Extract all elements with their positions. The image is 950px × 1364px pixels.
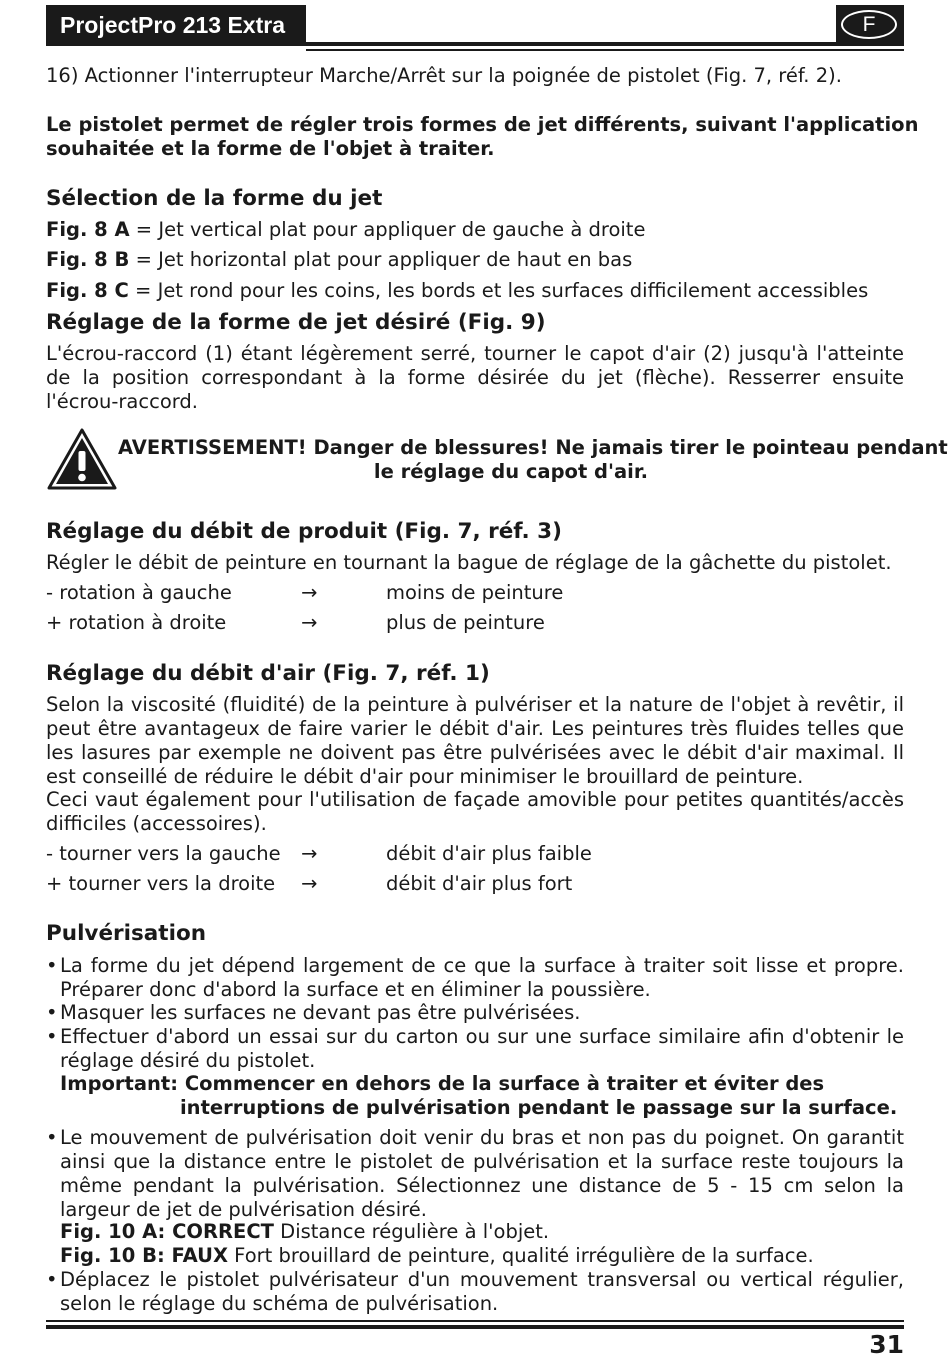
important-text: Commencer en dehors de la surface à traiter et éviter des <box>178 1072 825 1095</box>
fig10a-label: Fig. 10 A: CORRECT <box>60 1220 274 1243</box>
list-item <box>46 954 904 1002</box>
header-rule-thin <box>306 49 904 51</box>
section-heading-spraying: Pulvérisation <box>46 921 207 946</box>
header-rule <box>306 42 904 46</box>
selection-item <box>46 248 904 272</box>
fig10a-line <box>60 1220 904 1244</box>
arrow-right-icon: → <box>301 842 318 865</box>
fig10b-line <box>60 1244 904 1268</box>
step-16: 16) Actionner l'interrupteur Marche/Arrêt sur la poignée de pistolet (Fig. 7, réf. 2). <box>46 64 842 87</box>
list-item <box>46 1025 904 1073</box>
arrow-right-icon: → <box>301 872 318 895</box>
warning-triangle-icon <box>46 427 118 491</box>
important-note-line-1 <box>60 1072 904 1096</box>
bullet-text: La forme du jet dépend largement de ce que la surface à traiter soit lisse et propre. Préparer donc d'abord la surface et en éliminer la poussière. <box>60 954 904 1001</box>
language-badge <box>836 5 904 46</box>
bullet-icon: • <box>46 1268 58 1291</box>
important-label: Important: <box>60 1072 179 1095</box>
row-result: débit d'air plus faible <box>386 842 592 865</box>
page-header <box>46 5 904 49</box>
selection-item <box>46 218 904 242</box>
air-flow-body-1: Selon la viscosité (fluidité) de la peinture à pulvériser et la nature de l'objet à revêtir, il peut être avantageux de faire varier le débit d'air. Les peintures très fluides telles que les lasures par exemple ne doivent pas être pulvérisées avec le débit d'air maximal. Il est conseillé de réduire le débit d'air pour minimiser le brouillard de peinture. <box>46 693 904 788</box>
row-result: moins de peinture <box>386 581 564 604</box>
air-flow-body-2: Ceci vaut également pour l'utilisation de façade amovible pour petites quantités/accès difficiles (accessoires). <box>46 788 904 835</box>
selection-item <box>46 279 904 303</box>
footer-rule <box>46 1325 904 1329</box>
selection-text: = Jet vertical plat pour appliquer de gauche à droite <box>129 218 646 241</box>
paint-flow-row <box>46 611 904 635</box>
section-heading-paint-flow: Réglage du débit de produit (Fig. 7, réf. 3) <box>46 519 562 544</box>
row-result: débit d'air plus fort <box>386 872 573 895</box>
bullet-text: Le mouvement de pulvérisation doit venir du bras et non pas du poignet. On garantit ainsi que la distance entre le pistolet de pulvérisation et la surface reste toujours la même pendant la pulvérisation. Sélectionnez une distance de 5 - 15 cm selon la largeur de jet de pulvérisation désiré. <box>60 1126 904 1221</box>
row-result: plus de peinture <box>386 611 545 634</box>
fig-ref: Fig. 8 B <box>46 248 130 271</box>
selection-text: = Jet horizontal plat pour appliquer de haut en bas <box>129 248 633 271</box>
paint-flow-row <box>46 581 904 605</box>
fig10b-label: Fig. 10 B: FAUX <box>60 1244 228 1267</box>
product-title: ProjectPro 213 Extra <box>46 5 306 46</box>
list-item <box>46 1268 904 1316</box>
list-item <box>46 1001 904 1025</box>
fig10a-text: Distance régulière à l'objet. <box>273 1220 550 1243</box>
fig10b-text: Fort brouillard de peinture, qualité irrégulière de la surface. <box>227 1244 814 1267</box>
row-action: + rotation à droite <box>46 611 227 634</box>
bullet-icon: • <box>46 954 58 977</box>
paint-flow-body: Régler le débit de peinture en tournant la bague de réglage de la gâchette du pistolet. <box>46 551 892 574</box>
arrow-right-icon: → <box>301 611 318 634</box>
list-item <box>46 1126 904 1222</box>
arrow-right-icon: → <box>301 581 318 604</box>
fig-ref: Fig. 8 C <box>46 279 129 302</box>
bullet-text: Masquer les surfaces ne devant pas être pulvérisées. <box>60 1001 581 1024</box>
section-heading-air-flow: Réglage du débit d'air (Fig. 7, réf. 1) <box>46 661 490 686</box>
air-flow-row <box>46 872 904 896</box>
bullet-text: Déplacez le pistolet pulvérisateur d'un mouvement transversal ou vertical régulier, selon le réglage du schéma de pulvérisation. <box>60 1268 904 1315</box>
intro-line-1: Le pistolet permet de régler trois formes de jet différents, suivant l'application <box>46 113 919 136</box>
row-action: - rotation à gauche <box>46 581 232 604</box>
section-heading-selection: Sélection de la forme du jet <box>46 186 383 211</box>
spray-shape-body: L'écrou-raccord (1) étant légèrement serré, tourner le capot d'air (2) jusqu'à l'atteinte de la position correspondant à la forme désirée du jet (flèche). Resserrer ensuite l'écrou-raccord. <box>46 342 904 413</box>
row-action: - tourner vers la gauche <box>46 842 281 865</box>
language-code: F <box>841 10 897 39</box>
footer-rule-thin <box>46 1320 904 1322</box>
page-number: 31 <box>869 1330 904 1359</box>
intro-line-2: souhaitée et la forme de l'objet à traiter. <box>46 137 495 160</box>
warning-line-2: le réglage du capot d'air. <box>373 460 649 483</box>
fig-ref: Fig. 8 A <box>46 218 130 241</box>
bullet-icon: • <box>46 1126 58 1149</box>
section-heading-spray-shape: Réglage de la forme de jet désiré (Fig. 9) <box>46 310 546 335</box>
air-flow-row <box>46 842 904 866</box>
selection-text: = Jet rond pour les coins, les bords et les surfaces difficilement accessibles <box>128 279 869 302</box>
row-action: + tourner vers la droite <box>46 872 276 895</box>
bullet-text: Effectuer d'abord un essai sur du carton ou sur une surface similaire afin d'obtenir le réglage désiré du pistolet. <box>60 1025 904 1072</box>
bullet-icon: • <box>46 1001 58 1024</box>
warning-line-1: AVERTISSEMENT! Danger de blessures! Ne jamais tirer le pointeau pendant <box>118 436 948 459</box>
important-note-line-2: interruptions de pulvérisation pendant le passage sur la surface. <box>180 1096 898 1119</box>
bullet-icon: • <box>46 1025 58 1048</box>
